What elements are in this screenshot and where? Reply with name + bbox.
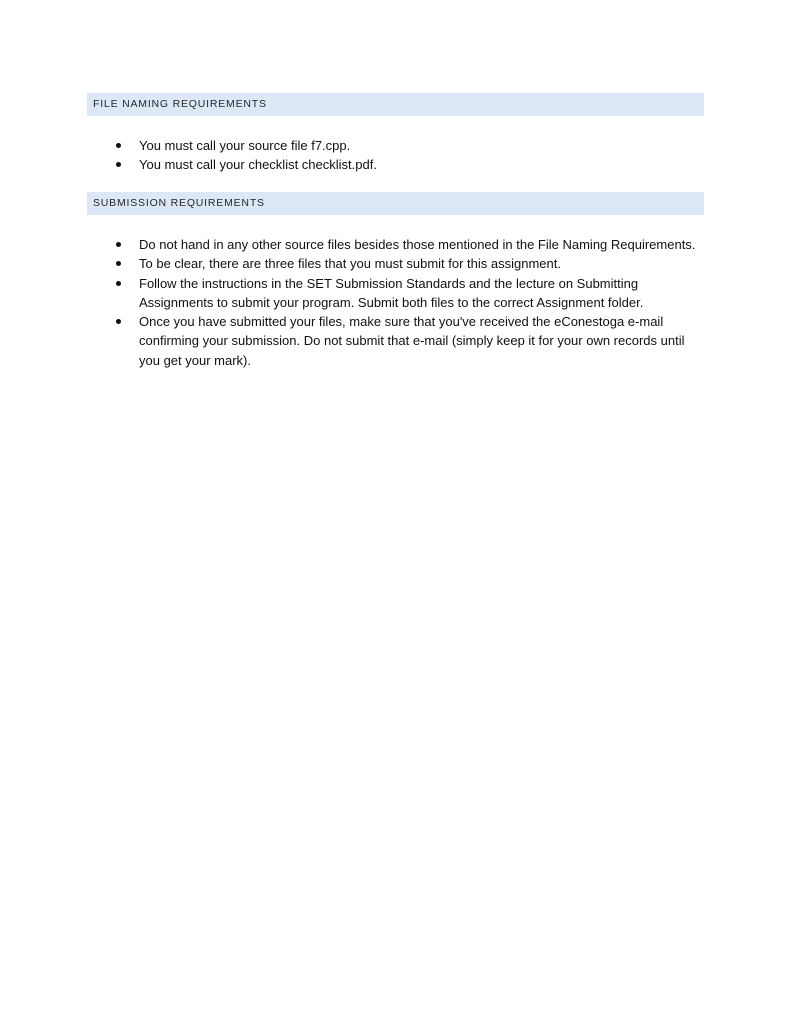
- list-item-text: Follow the instructions in the SET Submission Standards and the lecture on Submitting Assignments to submit your program. Submit both files to the correct Assignment folder.: [139, 275, 644, 310]
- list-item: [113, 274, 703, 313]
- list-item-text: To be clear, there are three files that you must submit for this assignment.: [139, 256, 561, 272]
- file-naming-requirements-list: [113, 136, 703, 175]
- bullet-icon: [116, 319, 121, 324]
- list-item-text: Once you have submitted your files, make sure that you've received the eConestoga e-mail confirming your submission. Do not submit that e-mail (simply keep it for your own records until you get your mark).: [139, 314, 685, 368]
- bullet-icon: [116, 281, 121, 286]
- list-item-text: You must call your source file f7.cpp.: [139, 138, 351, 153]
- list-item-text: You must call your checklist checklist.pdf.: [139, 157, 377, 173]
- bullet-icon: [116, 162, 121, 167]
- list-item: [113, 254, 703, 273]
- bullet-icon: [116, 242, 121, 247]
- bullet-icon: [116, 261, 121, 266]
- file-naming-requirements-heading: FILE NAMING REQUIREMENTS: [87, 93, 704, 116]
- list-item: [113, 235, 703, 254]
- submission-requirements-heading: SUBMISSION REQUIREMENTS: [87, 192, 704, 215]
- submission-requirements-list: [113, 235, 703, 370]
- list-item-text: Do not hand in any other source files besides those mentioned in the File Naming Requirements.: [139, 237, 696, 252]
- bullet-icon: [116, 143, 121, 148]
- list-item: [113, 312, 703, 370]
- list-item: [113, 155, 703, 174]
- list-item: [113, 136, 703, 155]
